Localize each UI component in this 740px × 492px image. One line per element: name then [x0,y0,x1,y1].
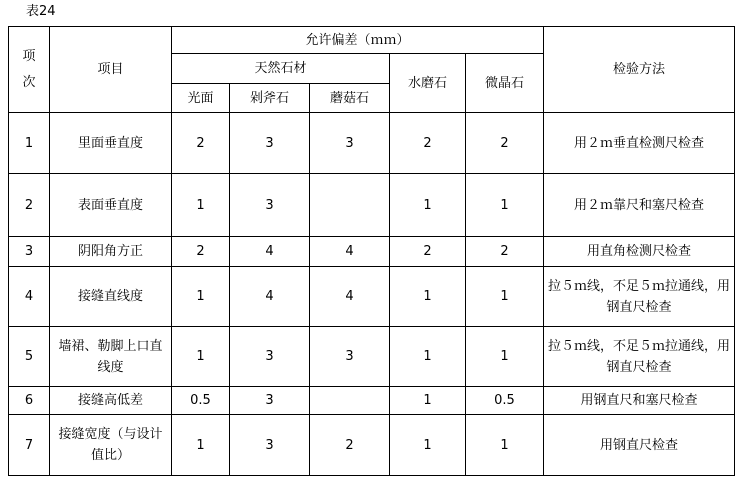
header-natural-stone: 天然石材 [172,54,390,84]
cell-method: 用２ｍ靠尺和塞尺检查 [544,174,735,237]
cell-axed: 3 [230,113,310,174]
table-row [9,415,735,476]
cell-terrazzo: 2 [390,237,466,267]
cell-item: 墙裙、勒脚上口直线度 [50,327,172,387]
cell-polished: 1 [172,267,230,327]
cell-polished: 1 [172,174,230,237]
cell-polished: 2 [172,113,230,174]
cell-mushroom: 3 [310,113,390,174]
cell-item: 接缝宽度（与设计值比） [50,415,172,476]
cell-item: 阴阳角方正 [50,237,172,267]
cell-terrazzo: 1 [390,327,466,387]
cell-axed: 4 [230,237,310,267]
cell-terrazzo: 1 [390,415,466,476]
cell-polished: 0.5 [172,387,230,415]
cell-axed: 3 [230,415,310,476]
table-row [9,327,735,387]
header-item: 项目 [50,27,172,113]
header-terrazzo: 水磨石 [390,54,466,113]
cell-item: 接缝直线度 [50,267,172,327]
cell-item: 表面垂直度 [50,174,172,237]
cell-item: 里面垂直度 [50,113,172,174]
header-axed: 剁斧石 [230,84,310,113]
cell-mushroom: 4 [310,237,390,267]
cell-no: 7 [9,415,50,476]
cell-mushroom: 4 [310,267,390,327]
cell-crystallite: 1 [466,415,544,476]
cell-crystallite: 0.5 [466,387,544,415]
cell-terrazzo: 1 [390,174,466,237]
cell-terrazzo: 1 [390,267,466,327]
table-row [9,267,735,327]
cell-no: 3 [9,237,50,267]
header-crystallite: 微晶石 [466,54,544,113]
cell-method: 用钢直尺检查 [544,415,735,476]
cell-no: 2 [9,174,50,237]
cell-method: 用２ｍ垂直检测尺检查 [544,113,735,174]
cell-crystallite: 1 [466,267,544,327]
cell-no: 1 [9,113,50,174]
cell-mushroom [310,174,390,237]
cell-no: 4 [9,267,50,327]
cell-axed: 3 [230,327,310,387]
cell-axed: 3 [230,387,310,415]
header-mushroom: 蘑菇石 [310,84,390,113]
header-seq: 项 次 [9,27,50,113]
table-row [9,237,735,267]
cell-crystallite: 1 [466,327,544,387]
cell-terrazzo: 2 [390,113,466,174]
cell-polished: 2 [172,237,230,267]
cell-no: 6 [9,387,50,415]
tolerance-table [8,26,735,476]
cell-mushroom: 3 [310,327,390,387]
cell-method: 拉５ｍ线，不足５ｍ拉通线，用钢直尺检查 [544,327,735,387]
table-row [9,113,735,174]
cell-terrazzo: 1 [390,387,466,415]
cell-polished: 1 [172,415,230,476]
cell-item: 接缝高低差 [50,387,172,415]
cell-crystallite: 2 [466,237,544,267]
cell-method: 用钢直尺和塞尺检查 [544,387,735,415]
cell-crystallite: 1 [466,174,544,237]
header-tolerance: 允许偏差（ｍｍ） [172,27,544,54]
cell-polished: 1 [172,327,230,387]
cell-axed: 3 [230,174,310,237]
header-polished: 光面 [172,84,230,113]
cell-method: 用直角检测尺检查 [544,237,735,267]
cell-axed: 4 [230,267,310,327]
cell-method: 拉５ｍ线，不足５ｍ拉通线，用钢直尺检查 [544,267,735,327]
cell-mushroom: 2 [310,415,390,476]
table-caption: 表24 [26,4,56,19]
cell-mushroom [310,387,390,415]
table-row [9,387,735,415]
table-row [9,174,735,237]
cell-no: 5 [9,327,50,387]
cell-crystallite: 2 [466,113,544,174]
header-method: 检验方法 [544,27,735,113]
